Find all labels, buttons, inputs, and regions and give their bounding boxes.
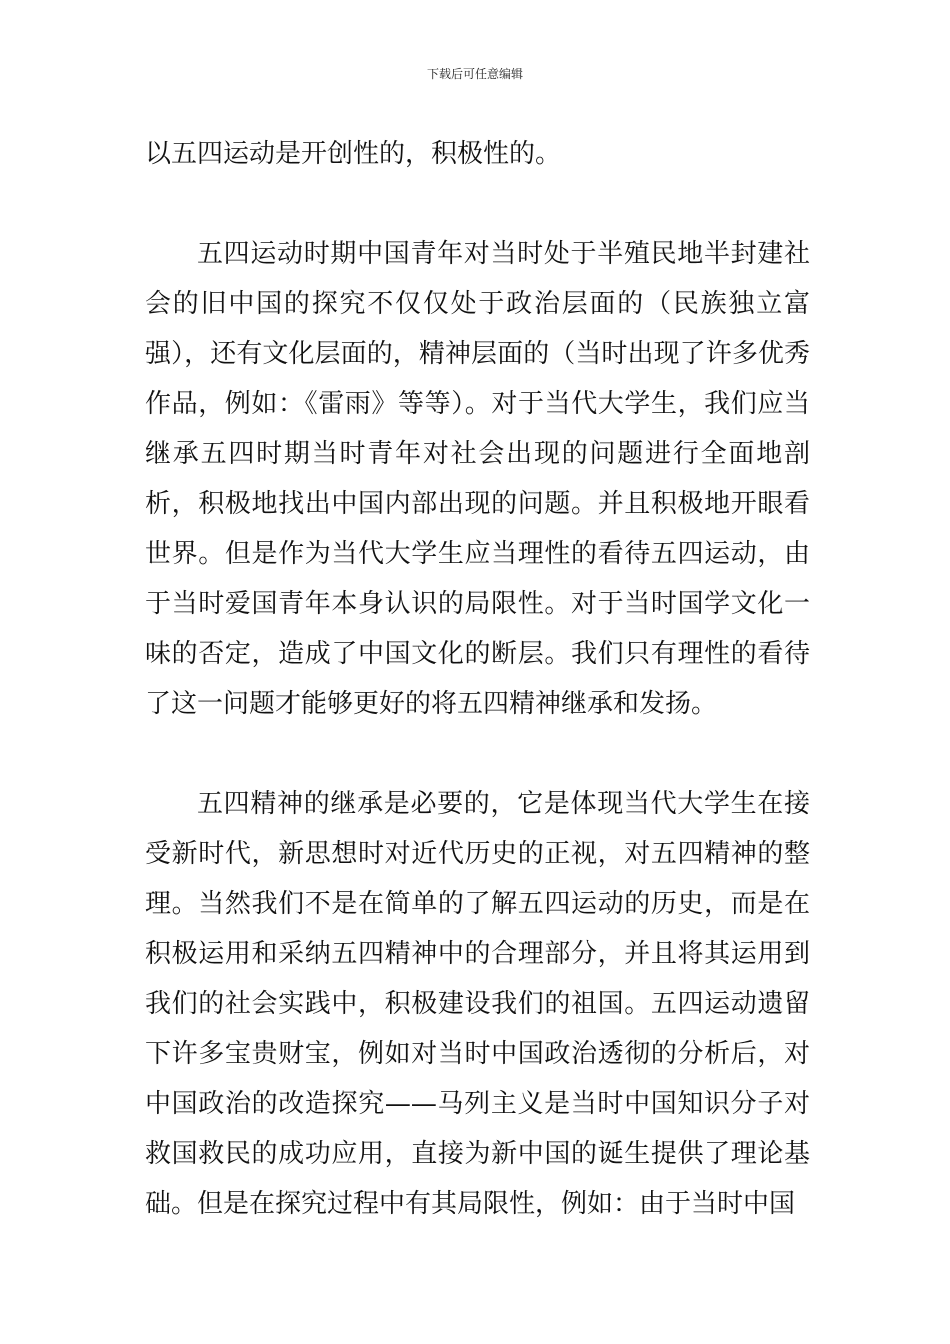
paragraph: 五四精神的继承是必要的，它是体现当代大学生在接受新时代，新思想时对近代历史的正视，对五四精神的整理。当然我们不是在简单的了解五四运动的历史，而是在积极运用和采纳五四精神中的合理部分，并且将其运用到我们的社会实践中，积极建设我们的祖国。五四运动遗留下许多宝贵财宝，例如对当时中国政治透彻的分析后，对中国政治的改造探究——马列主义是当时中国知识分子对救国救民的成功应用，直接为新中国的诞生提供了理论基础。但是在探究过程中有其局限性，例如：由于当时中国: [145, 789, 810, 1219]
document-body: [145, 129, 810, 1229]
paragraph-spacer: [145, 729, 810, 779]
page-header: 下载后可任意编辑: [426, 67, 523, 81]
paragraph-spacer: [145, 179, 810, 229]
paragraph-continued: 以五四运动是开创性的，积极性的。: [145, 139, 562, 169]
paragraph: 五四运动时期中国青年对当时处于半殖民地半封建社会的旧中国的探究不仅仅处于政治层面的（民族独立富强），还有文化层面的，精神层面的（当时出现了许多优秀作品，例如：《雷雨》等等）。对于当代大学生，我们应当继承五四时期当时青年对社会出现的问题进行全面地剖析，积极地找出中国内部出现的问题。并且积极地开眼看世界。但是作为当代大学生应当理性的看待五四运动，由于当时爱国青年本身认识的局限性。对于当时国学文化一味的否定，造成了中国文化的断层。我们只有理性的看待了这一问题才能够更好的将五四精神继承和发扬。: [145, 239, 810, 719]
